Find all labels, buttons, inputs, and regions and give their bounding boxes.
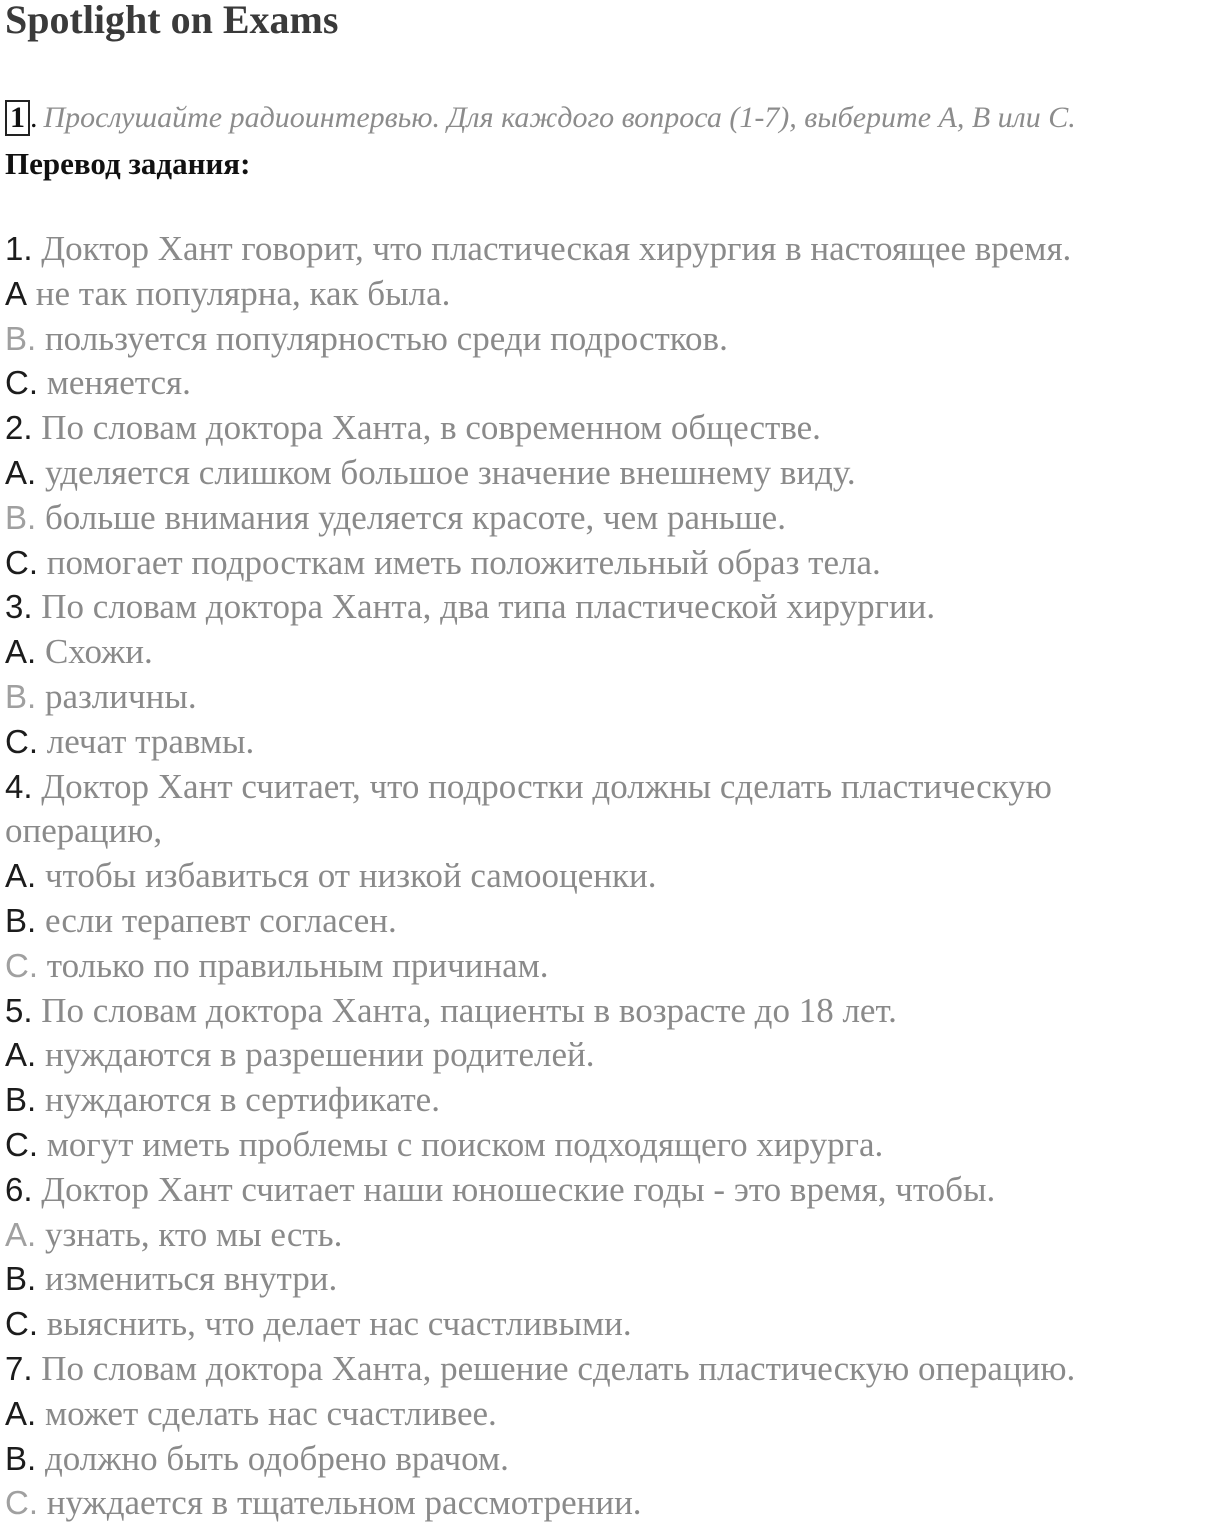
text-line	[5, 1347, 1205, 1392]
text-line	[5, 675, 1205, 720]
line-prefix: В.	[5, 1260, 37, 1298]
text-line	[5, 272, 1205, 317]
line-prefix: С.	[5, 543, 38, 581]
task-instruction: Прослушайте радиоинтервью. Для каждого вопроса (1-7), выберите А, В или С.	[43, 101, 1076, 134]
text-line	[5, 1257, 1205, 1302]
line-text: нуждаются в разрешении родителей.	[36, 1035, 595, 1075]
text-line	[5, 1302, 1205, 1347]
line-text: должно быть одобрено врачом.	[36, 1438, 509, 1478]
text-line	[5, 1392, 1205, 1437]
text-line	[5, 317, 1205, 362]
question-list	[5, 227, 1205, 1526]
line-text: операцию,	[5, 811, 163, 851]
text-line	[5, 585, 1205, 630]
line-prefix: 7.	[5, 1349, 33, 1387]
translation-heading: Перевод задания:	[5, 146, 251, 181]
line-text: если терапевт согласен.	[36, 900, 397, 940]
line-text: не так популярна, как была.	[27, 273, 451, 313]
text-line	[5, 720, 1205, 765]
text-line	[5, 361, 1205, 406]
line-prefix: 1.	[5, 230, 33, 267]
line-prefix: А.	[5, 1215, 37, 1253]
text-line	[5, 854, 1205, 899]
line-prefix: В.	[5, 1081, 37, 1119]
line-prefix: А.	[5, 453, 37, 491]
line-prefix: С.	[5, 1125, 38, 1163]
text-line	[5, 451, 1205, 496]
page-title: Spotlight on Exams	[5, 0, 339, 42]
line-prefix: А.	[5, 1036, 37, 1074]
text-line	[5, 1033, 1205, 1078]
line-prefix: 4.	[5, 767, 33, 805]
task-instruction-line	[5, 100, 1076, 140]
text-line	[5, 227, 1205, 272]
line-text: Схожи.	[36, 632, 153, 672]
line-prefix: 2.	[5, 409, 33, 447]
line-text: Доктор Хант говорит, что пластическая хирургия в настоящее время.	[32, 229, 1072, 268]
line-prefix: 6.	[5, 1170, 33, 1208]
task-number-badge: 1	[5, 100, 30, 136]
text-line	[5, 944, 1205, 989]
line-prefix: С.	[5, 1484, 38, 1522]
line-text: нуждается в тщательном рассмотрении.	[38, 1483, 642, 1523]
line-prefix: А.	[5, 633, 37, 671]
line-text: меняется.	[38, 363, 191, 403]
line-text: больше внимания уделяется красоте, чем раньше.	[36, 497, 786, 537]
task-number-dot: .	[30, 101, 38, 134]
line-prefix: А	[5, 274, 28, 312]
line-text: По словам доктора Ханта, пациенты в возрасте до 18 лет.	[32, 990, 897, 1030]
line-prefix: С.	[5, 1305, 38, 1343]
text-line	[5, 1168, 1205, 1213]
line-text: По словам доктора Ханта, два типа пластической хирургии.	[32, 587, 936, 627]
text-line	[5, 989, 1205, 1034]
line-prefix: В.	[5, 901, 37, 939]
line-text: выяснить, что делает нас счастливыми.	[38, 1304, 632, 1344]
line-text: только по правильным причинам.	[38, 945, 549, 985]
line-text: Доктор Хант считает наши юношеские годы - это время, чтобы.	[32, 1169, 996, 1209]
line-text: пользуется популярностью среди подростков.	[36, 318, 728, 358]
line-prefix: С.	[5, 364, 38, 402]
text-line	[5, 765, 1205, 810]
text-line	[5, 809, 1205, 854]
line-text: По словам доктора Ханта, в современном обществе.	[32, 408, 821, 448]
line-prefix: С.	[5, 946, 38, 984]
line-prefix: 5.	[5, 991, 33, 1029]
line-text: узнать, кто мы есть.	[36, 1214, 343, 1254]
text-line	[5, 899, 1205, 944]
line-prefix: В.	[5, 1439, 37, 1477]
line-prefix: 3.	[5, 588, 33, 626]
text-line	[5, 1213, 1205, 1258]
line-prefix: В.	[5, 498, 37, 536]
line-prefix: С.	[5, 722, 38, 760]
line-text: По словам доктора Ханта, решение сделать пластическую операцию.	[32, 1348, 1076, 1388]
text-line	[5, 496, 1205, 541]
text-line	[5, 1078, 1205, 1123]
text-line	[5, 541, 1205, 586]
line-prefix: В.	[5, 677, 37, 715]
line-text: чтобы избавиться от низкой самооценки.	[36, 856, 657, 896]
line-prefix: А.	[5, 857, 37, 895]
line-text: измениться внутри.	[36, 1259, 338, 1299]
line-text: могут иметь проблемы с поиском подходящего хирурга.	[38, 1124, 884, 1164]
text-line	[5, 406, 1205, 451]
line-prefix: В.	[5, 319, 37, 357]
line-text: уделяется слишком большое значение внешнему виду.	[36, 452, 856, 492]
line-text: нуждаются в сертификате.	[36, 1080, 440, 1120]
line-text: может сделать нас счастливее.	[36, 1393, 497, 1433]
text-line	[5, 1123, 1205, 1168]
line-prefix: А.	[5, 1394, 37, 1432]
text-line	[5, 1437, 1205, 1482]
line-text: лечат травмы.	[38, 721, 255, 761]
line-text: помогает подросткам иметь положительный образ тела.	[38, 542, 881, 582]
line-text: Доктор Хант считает, что подростки должны сделать пластическую	[32, 766, 1052, 806]
line-text: различны.	[36, 676, 197, 716]
text-line	[5, 1481, 1205, 1526]
text-line	[5, 630, 1205, 675]
